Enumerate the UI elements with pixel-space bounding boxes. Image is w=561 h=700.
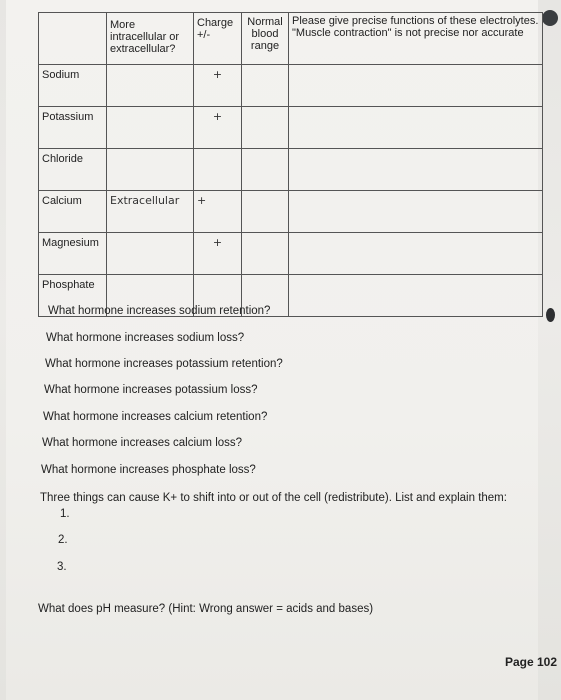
question-text: What hormone increases calcium retention? [43,411,268,423]
shift-item-number: 1. [60,508,70,520]
table-row [39,233,543,275]
location-cell [107,107,194,149]
binder-ring [542,10,558,26]
electrolyte-name: Phosphate [39,275,107,317]
table-row [39,149,543,191]
charge-cell: + [194,191,242,233]
table-row [39,191,543,233]
charge-cell [194,149,242,191]
question-text: What hormone increases potassium loss? [44,384,258,396]
page-number: Page 102 [504,655,557,669]
question-text: What hormone increases sodium retention? [48,305,271,317]
functions-cell [289,233,543,275]
header-location: More intracellular or extracellular? [107,13,194,65]
table-header-row [39,13,543,65]
charge-cell: + [194,233,242,275]
range-cell [242,233,289,275]
shift-item-number: 3. [57,561,67,573]
table-row [39,107,543,149]
location-cell [107,65,194,107]
binder-ring [546,308,555,322]
header-cell [39,13,107,65]
electrolyte-name: Potassium [39,107,107,149]
charge-cell: + [194,65,242,107]
ph-question: What does pH measure? (Hint: Wrong answer = acids and bases) [38,603,374,615]
location-cell [107,149,194,191]
range-cell [242,65,289,107]
table-row [39,65,543,107]
range-cell [242,191,289,233]
range-cell [242,107,289,149]
electrolyte-table [38,12,543,317]
header-charge: Charge +/- [194,13,242,65]
charge-cell: + [194,107,242,149]
functions-cell [289,275,543,317]
functions-cell [289,65,543,107]
electrolyte-name: Calcium [39,191,107,233]
range-cell [242,149,289,191]
question-text: What hormone increases phosphate loss? [41,464,256,476]
shift-prompt: Three things can cause K+ to shift into or out of the cell (redistribute). List and explain them: [40,492,507,504]
functions-cell [289,191,543,233]
location-cell [107,233,194,275]
electrolyte-name: Chloride [39,149,107,191]
electrolyte-name: Magnesium [39,233,107,275]
functions-cell [289,107,543,149]
question-text: What hormone increases potassium retention? [45,358,283,370]
header-blood-range: Normal blood range [242,13,289,65]
location-cell: Extracellular [107,191,194,233]
functions-cell [289,149,543,191]
electrolyte-name: Sodium [39,65,107,107]
question-text: What hormone increases calcium loss? [42,437,243,449]
shift-item-number: 2. [58,534,68,546]
question-text: What hormone increases sodium loss? [46,332,245,344]
header-functions: Please give precise functions of these electrolytes. "Muscle contraction" is not precise nor accurate [289,13,543,65]
